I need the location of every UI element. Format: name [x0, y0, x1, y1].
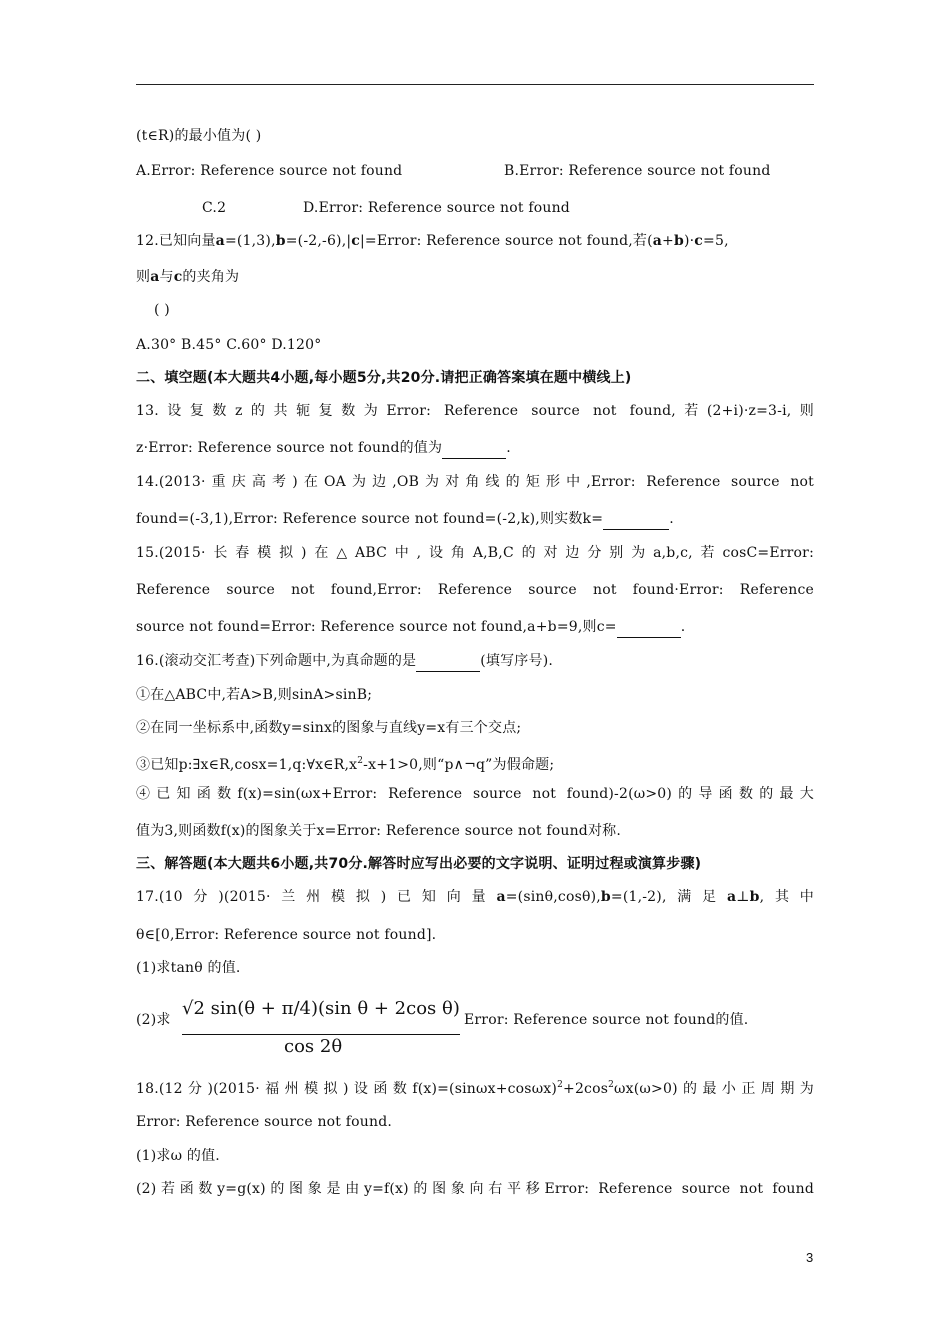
question-18-part2: (2)若函数y=g(x)的图象是由y=f(x)的图象向右平移Error: Reference source not found	[136, 1181, 814, 1197]
section-2-heading: 二、填空题(本大题共4小题,每小题5分,共20分.请把正确答案填在题中横线上)	[136, 370, 632, 386]
option-a: A.Error: Reference source not found	[136, 163, 403, 179]
question-16: 16.(滚动交汇考查)下列命题中,为真命题的是 (填写序号).	[136, 651, 553, 672]
proposition-4-cont: 值为3,则函数f(x)的图象关于x=Error: Reference source not found对称.	[136, 823, 622, 839]
question-18-part1: (1)求ω 的值.	[136, 1148, 220, 1164]
question-15: 15.(2015·长春模拟)在△ABC中,设角A,B,C的对边分别为a,b,c,若cosC=Error:	[136, 545, 814, 561]
option-d: D.Error: Reference source not found	[303, 200, 570, 216]
text-line: (t∈R)的最小值为( )	[136, 128, 262, 144]
question-17: 17.(10分)(2015·兰州模拟)已知向量a=(sinθ,cosθ),b=(1,-2),满足a⊥b,其中	[136, 889, 814, 905]
formula-numerator: √2 sin(θ + π/4)(sin θ + 2cos θ)	[182, 998, 460, 1019]
fraction-formula	[176, 998, 460, 1060]
question-13-cont: z·Error: Reference source not found的值为 .	[136, 438, 511, 459]
header-rule	[136, 84, 814, 85]
question-12: 12.已知向量a=(1,3),b=(-2,-6),|c|=Error: Reference source not found,若(a+b)·c=5,	[136, 233, 729, 249]
question-17-part2-tail: Error: Reference source not found的值.	[464, 1012, 749, 1028]
question-17-cont: θ∈[0,Error: Reference source not found].	[136, 927, 437, 943]
option-c: C.2	[202, 200, 227, 216]
formula-denominator: cos 2θ	[284, 1036, 343, 1057]
proposition-3: ③已知$p:\exists x\in R,\cos x=1,q:\forall x\in R,x^2-x+1>0$,则“p∧¬q”为假命题;	[136, 756, 555, 773]
section-3-heading: 三、解答题(本大题共6小题,共70分.解答时应写出必要的文字说明、证明过程或演算步骤)	[136, 856, 702, 872]
question-12-options: A.30° B.45° C.60° D.120°	[136, 337, 322, 353]
question-18: 18.(12分)(2015·福州模拟)设函数$f(x)=(\sin\omega x+\cos\omega x)^2+2\cos^2\omega x(\omega>0)$的最小正周期为	[136, 1080, 814, 1097]
question-14: 14.(2013·重庆高考)在OA为边,OB为对角线的矩形中,Error: Reference source not	[136, 474, 814, 490]
question-17-part2-label: (2)求	[136, 1012, 171, 1028]
question-18-cont: Error: Reference source not found.	[136, 1114, 393, 1130]
page-number: 3	[806, 1250, 814, 1265]
proposition-4: ④已知函数f(x)=sin(ωx+Error: Reference source not found)-2(ω>0)的导函数的最大	[136, 786, 814, 802]
fraction-bar	[182, 1034, 460, 1035]
question-17-part1: (1)求tanθ 的值.	[136, 960, 241, 976]
question-15-cont: Reference source not found,Error: Reference source not found·Error: Reference	[136, 582, 814, 598]
question-15-cont2: source not found=Error: Reference source not found,a+b=9,则c= .	[136, 617, 685, 638]
answer-paren: ( )	[154, 302, 170, 318]
option-b: B.Error: Reference source not found	[504, 163, 771, 179]
proposition-2: ②在同一坐标系中,函数y=sinx的图象与直线y=x有三个交点;	[136, 720, 522, 736]
question-12-cont: 则a与c的夹角为	[136, 269, 240, 285]
question-14-cont: found=(-3,1),Error: Reference source not found=(-2,k),则实数k= .	[136, 509, 674, 530]
proposition-1: ①在△ABC中,若A>B,则sinA>sinB;	[136, 687, 373, 703]
question-13: 13.设复数z的共轭复数为Error: Reference source not found,若(2+i)·z=3-i,则	[136, 403, 814, 419]
